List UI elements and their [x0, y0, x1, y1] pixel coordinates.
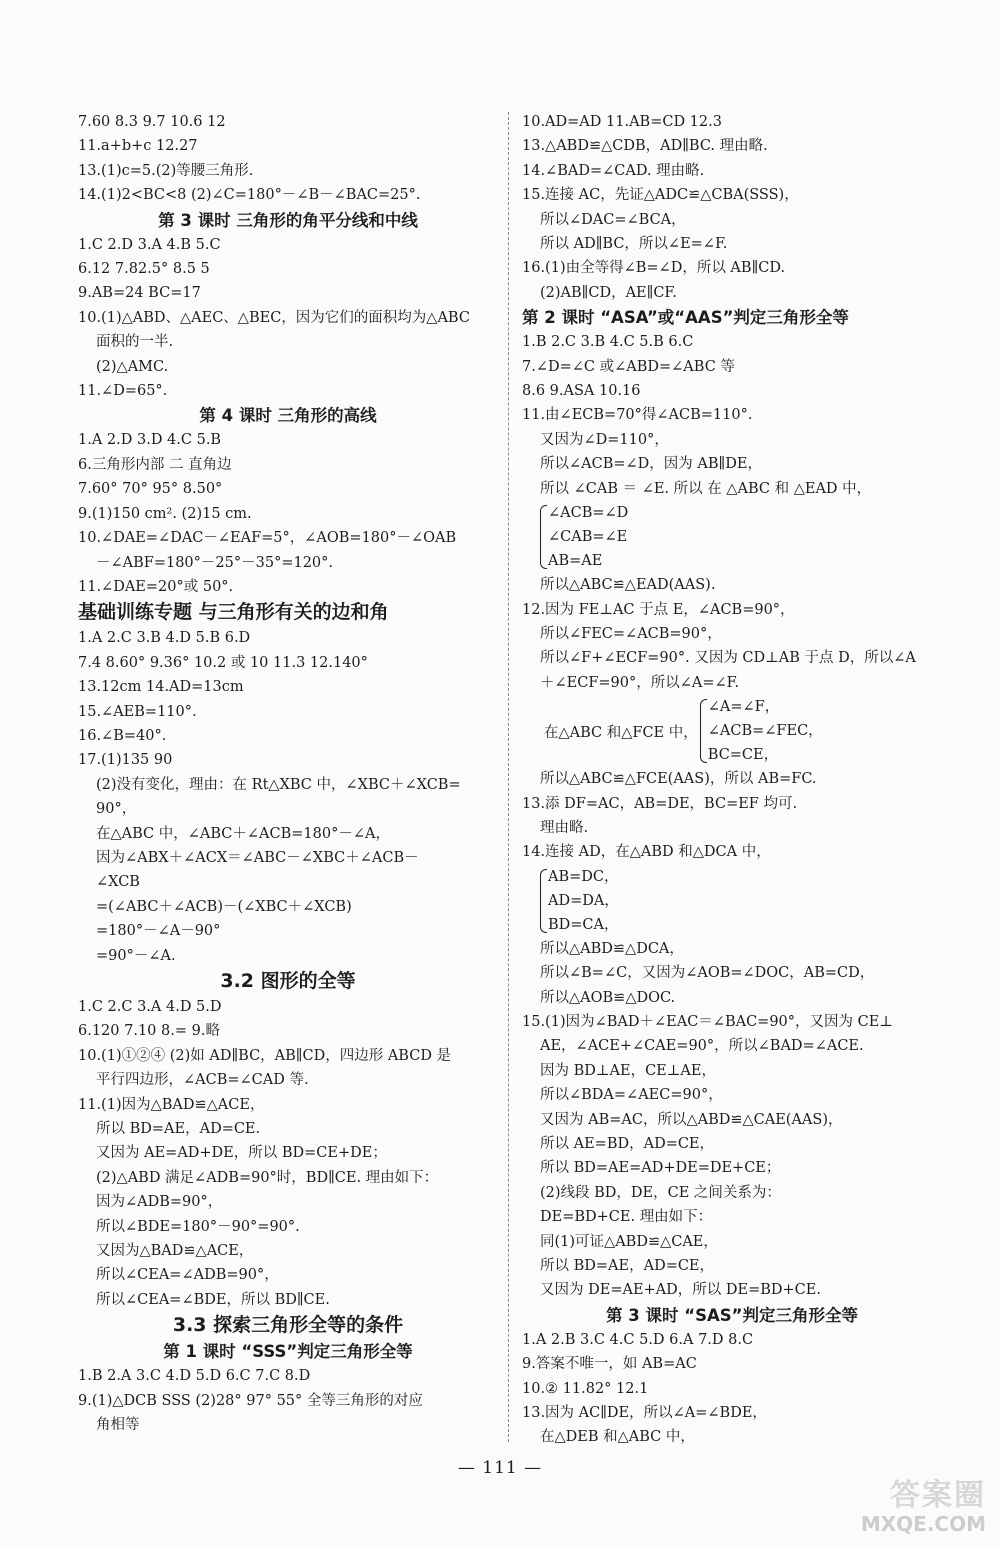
answer-line: 15.连接 AC，先证△ADC≌△CBA(SSS)， [522, 187, 799, 204]
answer-line-continued: 所以∠ACB=∠D，因为 AB∥DE， [540, 456, 762, 473]
answer-line: 12.因为 FE⊥AC 于点 E，∠ACB=90°， [522, 601, 795, 618]
brace-prefix: 在△ABC 和△FCE 中， [544, 724, 698, 741]
answer-line-continued: －∠ABF=180°－25°－35°=120°. [96, 554, 333, 571]
answer-line: 7.60° 70° 95° 8.50° [78, 481, 223, 498]
answer-line: 14.∠BAD=∠CAD. 理由略. [522, 162, 705, 179]
answer-line-continued: AE，∠ACE+∠CAE=90°，所以∠BAD=∠ACE. [540, 1038, 864, 1055]
answer-line: 14.连接 AD，在△ABD 和△DCA 中， [522, 844, 771, 861]
brace-row [522, 695, 942, 767]
answer-line: 11.∠DAE=20°或 50°. [78, 578, 234, 595]
answer-line: 9.答案不唯一，如 AB=AC [522, 1356, 697, 1373]
answer-line: 13.(1)c=5.(2)等腰三角形. [78, 162, 254, 179]
answer-line: 6.三角形内部 二 直角边 [78, 456, 232, 473]
answer-line: 9.(1)150 cm². (2)15 cm. [78, 505, 252, 522]
answer-line-continued: 所以△ABC≌△EAD(AAS). [540, 577, 716, 594]
answer-line-continued: 所以∠B=∠C，又因为∠AOB=∠DOC，AB=CD， [540, 965, 875, 982]
answer-line: 10.② 11.82° 12.1 [522, 1380, 649, 1397]
brace-line: BD=CA， [548, 916, 619, 933]
answer-line: 15.(1)因为∠BAD＋∠EAC＝∠BAC=90°，又因为 CE⊥ [522, 1013, 893, 1030]
answer-line-continued: (2)没有变化，理由：在 Rt△XBC 中，∠XBC＋∠XCB= [96, 776, 461, 793]
answer-line-continued: =90°－∠A. [96, 947, 176, 964]
section-heading: 基础训练专题 与三角形有关的边和角 [78, 601, 389, 624]
answer-line-continued: (2)线段 BD，DE，CE 之间关系为： [540, 1184, 781, 1201]
answer-line-continued: 所以 ∠CAB ＝ ∠E. 所以 在 △ABC 和 △EAD 中， [540, 480, 872, 497]
answer-line: 9.(1)△DCB SSS (2)28° 97° 55° 全等三角形的对应 [78, 1392, 423, 1409]
answer-line-continued: =(∠ABC＋∠ACB)－(∠XBC＋∠XCB) [96, 898, 352, 915]
answer-line-continued: 所以 AD∥BC，所以∠E=∠F. [540, 236, 728, 253]
answer-line: 15.∠AEB=110°. [78, 703, 197, 720]
answer-line-continued: 又因为∠D=110°， [540, 431, 669, 448]
answer-line-continued: 又因为△BAD≌△ACE， [96, 1243, 254, 1260]
watermark-title: 答案圈 [890, 1478, 986, 1513]
answer-line-continued: 面积的一半. [96, 334, 174, 351]
answer-line: 16.∠B=40°. [78, 727, 167, 744]
watermark-logo [836, 1479, 986, 1537]
answer-line-continued: 又因为 DE=AE+AD，所以 DE=BD+CE. [540, 1282, 821, 1299]
answer-line: 1.A 2.C 3.B 4.D 5.B 6.D [78, 630, 251, 647]
section-heading: 3.2 图形的全等 [220, 970, 356, 992]
section-heading: 3.3 探索三角形全等的条件 [172, 1314, 404, 1337]
answer-line-continued: 又因为 AB=AC，所以△ABD≌△CAE(AAS)， [540, 1111, 843, 1128]
brace-group [522, 501, 942, 573]
answer-line-continued: ∠XCB [96, 874, 140, 891]
answer-line-continued: 所以△ABC≌△FCE(AAS)，所以 AB=FC. [540, 771, 817, 788]
brace-group [698, 695, 823, 767]
answer-line: 1.A 2.B 3.C 4.C 5.D 6.A 7.D 8.C [522, 1331, 754, 1348]
answer-line: 1.B 2.A 3.C 4.D 5.D 6.C 7.C 8.D [78, 1368, 311, 1385]
lesson-heading: 第 1 课时 “SSS”判定三角形全等 [163, 1342, 413, 1362]
brace-line: ∠CAB=∠E [548, 529, 628, 546]
answer-line: 13.△ABD≌△CDB，AD∥BC. 理由略. [522, 138, 768, 155]
answer-line-continued: 角相等 [96, 1417, 140, 1434]
answer-line: 13.12cm 14.AD=13cm [78, 679, 244, 696]
answer-line: 6.12 7.82.5° 8.5 5 [78, 261, 210, 278]
answer-line: 1.C 2.D 3.A 4.B 5.C [78, 236, 221, 253]
answer-line-continued: 所以 BD=AE=AD+DE=DE+CE； [540, 1160, 781, 1177]
answer-line: 16.(1)由全等得∠B=∠D，所以 AB∥CD. [522, 260, 786, 277]
brace-line: AD=DA， [548, 892, 619, 909]
answer-line-continued: 在△ABC 中，∠ABC＋∠ACB=180°－∠A， [96, 825, 390, 842]
answer-line-continued: (2)AB∥CD，AE∥CF. [540, 284, 677, 301]
answer-line-continued: 在△DEB 和△ABC 中， [540, 1429, 695, 1446]
brace-line: AB=AE [548, 553, 603, 570]
answer-line-continued: 所以△ABD≌△DCA， [540, 940, 684, 957]
answer-line-continued: 所以 BD=AE，AD=CE. [96, 1121, 261, 1138]
left-column [78, 110, 498, 1438]
answer-line-continued: 所以 AE=BD，AD=CE， [540, 1136, 715, 1152]
brace-line: ∠ACB=∠FEC， [707, 723, 823, 740]
answer-line-continued: DE=BD+CE. 理由如下： [540, 1209, 713, 1226]
answer-line: 1.C 2.C 3.A 4.D 5.D [78, 999, 222, 1015]
page-number: — 111 — [457, 1458, 543, 1478]
brace-line: ∠ACB=∠D [548, 505, 629, 522]
answer-line-continued: (2)△AMC. [96, 358, 169, 375]
answer-line-continued: 所以∠CEA=∠ADB=90°， [96, 1267, 279, 1284]
answer-line: 1.B 2.C 3.B 4.C 5.B 6.C [522, 334, 694, 351]
lesson-heading: 第 4 课时 三角形的高线 [199, 406, 377, 426]
answer-line-continued: 90°， [96, 801, 137, 818]
answer-line-continued: (2)△ABD 满足∠ADB=90°时，BD∥CE. 理由如下： [96, 1169, 439, 1186]
answer-line-continued: 因为 BD⊥AE，CE⊥AE， [540, 1062, 716, 1079]
answer-line: 17.(1)135 90 [78, 752, 173, 769]
answer-line-continued: 因为∠ADB=90°， [96, 1194, 223, 1211]
answer-line: 7.4 8.60° 9.36° 10.2 或 10 11.3 12.140° [78, 654, 368, 671]
answer-line: 10.∠DAE=∠DAC－∠EAF=5°，∠AOB=180°－∠OAB [78, 530, 457, 547]
answer-line: 1.A 2.D 3.D 4.C 5.B [78, 432, 222, 449]
answer-line-continued: 所以∠FEC=∠ACB=90°， [540, 625, 722, 642]
brace-line: AB=DC， [548, 868, 619, 885]
lesson-heading: 第 2 课时 “ASA”或“AAS”判定三角形全等 [522, 308, 849, 328]
answer-line-continued: 理由略. [540, 819, 589, 836]
answer-line-continued: 平行四边形，∠ACB=∠CAD 等. [96, 1072, 309, 1089]
answer-line-continued: 所以∠F+∠ECF=90°. 又因为 CD⊥AB 于点 D，所以∠A [540, 650, 916, 667]
right-column [522, 110, 942, 1450]
answer-line-continued: 因为∠ABX＋∠ACX＝∠ABC－∠XBC＋∠ACB－ [96, 849, 419, 866]
answer-line: 10.(1)①②④ (2)如 AD∥BC，AB∥CD，四边形 ABCD 是 [78, 1047, 452, 1064]
answer-line-continued: 所以 BD=AE，AD=CE， [540, 1258, 715, 1275]
answer-line: 7.∠D=∠C 或∠ABD=∠ABC 等 [522, 358, 735, 375]
answer-line: 11.(1)因为△BAD≌△ACE， [78, 1096, 265, 1113]
column-divider [508, 112, 509, 1442]
answer-line: 10.(1)△ABD、△AEC、△BEC，因为它们的面积均为△ABC [78, 309, 470, 326]
lesson-heading: 第 3 课时 “SAS”判定三角形全等 [606, 1305, 858, 1325]
answer-line-continued: =180°－∠A－90° [96, 923, 221, 940]
answer-line: 9.AB=24 BC=17 [78, 285, 201, 302]
answer-line: 13.因为 AC∥DE，所以∠A=∠BDE， [522, 1405, 767, 1422]
watermark-url: MXQE.COM [860, 1512, 986, 1536]
answer-line: 14.(1)2<BC<8 (2)∠C=180°－∠B－∠BAC=25°. [78, 187, 421, 204]
answer-line-continued: 所以∠DAC=∠BCA， [540, 211, 686, 228]
brace-line: ∠A=∠F， [707, 699, 780, 716]
answer-line: 10.AD=AD 11.AB=CD 12.3 [522, 114, 722, 130]
lesson-heading: 第 3 课时 三角形的角平分线和中线 [158, 210, 418, 230]
brace-group [522, 865, 942, 937]
answer-line: 13.添 DF=AC，AB=DE，BC=EF 均可. [522, 795, 798, 812]
answer-line: 7.60 8.3 9.7 10.6 12 [78, 114, 226, 130]
answer-line-continued: 所以∠CEA=∠BDE，所以 BD∥CE. [96, 1291, 330, 1308]
answer-line-continued: 所以∠BDE=180°－90°=90°. [96, 1218, 300, 1235]
answer-line: 6.120 7.10 8.= 9.略 [78, 1023, 220, 1040]
answer-line-continued: 同(1)可证△ABD≌△CAE， [540, 1233, 718, 1250]
answer-line-continued: 又因为 AE=AD+DE，所以 BD=CE+DE； [96, 1145, 387, 1162]
answer-line: 8.6 9.ASA 10.16 [522, 383, 641, 400]
answer-line: 11.由∠ECB=70°得∠ACB=110°. [522, 407, 753, 424]
brace-line: BC=CE， [707, 747, 779, 764]
answer-line: 11.a+b+c 12.27 [78, 138, 198, 155]
answer-line-continued: 所以∠BDA=∠AEC=90°， [540, 1087, 723, 1104]
answer-line: 11.∠D=65°. [78, 383, 168, 400]
answer-line-continued: 所以△AOB≌△DOC. [540, 989, 676, 1006]
answer-line-continued: ＋∠ECF=90°，所以∠A=∠F. [540, 674, 740, 691]
